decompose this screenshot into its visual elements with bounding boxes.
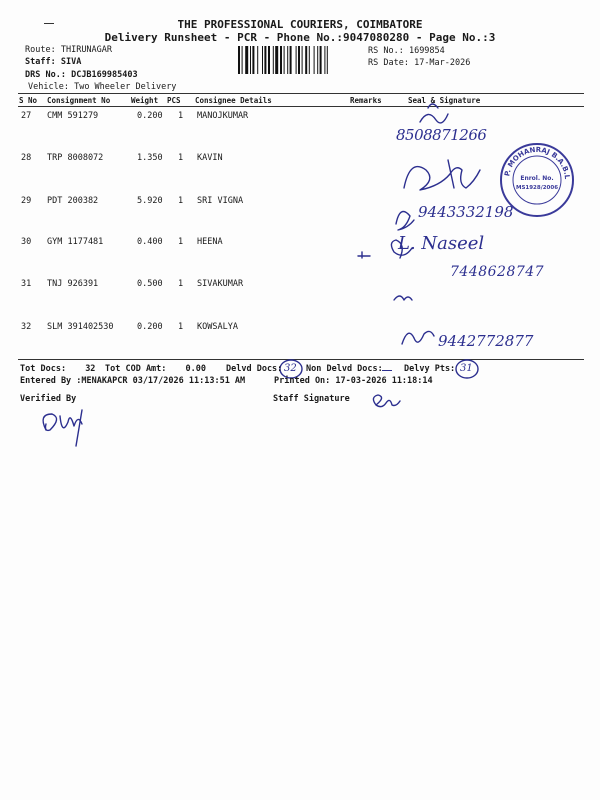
printed-on: Printed On: 17-03-2026 11:18:14 — [274, 376, 433, 386]
signature-mark — [394, 296, 412, 300]
row-pcs: 1 — [178, 322, 184, 332]
rs-no-label: RS No.: — [368, 46, 404, 56]
tot-cod — [105, 364, 206, 374]
barcode-bar — [257, 46, 258, 74]
row-pcs: 1 — [178, 196, 184, 206]
staff-value: SIVA — [60, 57, 82, 67]
staff-signature-label: Staff Signature — [273, 394, 350, 404]
handwritten-phone-3: 7448628747 — [450, 264, 545, 280]
drs-line — [25, 70, 138, 80]
col-header-weight: Weight — [131, 96, 159, 105]
row-consignee: SRI VIGNA — [197, 196, 244, 206]
row-pcs: 1 — [178, 111, 184, 121]
row-pcs: 1 — [178, 153, 184, 163]
handwritten-phone-4: 9442772877 — [438, 332, 534, 350]
non-delvd-docs-label: Non Delvd Docs: — [306, 364, 383, 374]
barcode-bar — [280, 46, 282, 74]
enrolment-seal — [497, 140, 577, 220]
tot-docs-label: Tot Docs: — [20, 364, 67, 374]
rs-date-label: RS Date: — [368, 58, 409, 68]
row-weight: 0.400 — [137, 237, 163, 247]
row-weight: 1.350 — [137, 153, 163, 163]
row-consignment: CMM 591279 — [47, 111, 99, 121]
company-name: THE PROFESSIONAL COURIERS, COIMBATORE — [177, 18, 423, 31]
barcode-bar — [302, 46, 303, 74]
drs-label: DRS No.: — [25, 70, 66, 80]
table-bottom-rule — [18, 359, 584, 360]
row-sno: 31 — [21, 279, 32, 289]
delvy-pts-label: Delvy Pts: — [404, 364, 456, 374]
vehicle-label: Vehicle: — [28, 82, 69, 92]
row-weight: 0.200 — [137, 322, 163, 332]
staff-line — [25, 57, 81, 67]
barcode-bar — [324, 46, 325, 74]
tot-docs — [20, 364, 95, 374]
barcode-bar — [264, 46, 266, 74]
row-consignment: PDT 200382 — [47, 196, 99, 206]
row-weight: 0.200 — [137, 111, 163, 121]
row-consignee: KOWSALYA — [197, 322, 238, 332]
handwritten-phone-2: 9443332198 — [418, 203, 514, 221]
row-sno: 28 — [21, 153, 32, 163]
barcode-bar — [252, 46, 254, 74]
route-value: THIRUNAGAR — [60, 45, 113, 55]
row-weight: 0.500 — [137, 279, 163, 289]
row-consignee: SIVAKUMAR — [197, 279, 244, 289]
col-header-consignee: Consignee Details — [195, 96, 272, 105]
row-sno: 30 — [21, 237, 32, 247]
rs-no-line — [368, 46, 445, 56]
row-sno: 27 — [21, 111, 32, 121]
col-header-seal: Seal & Signature — [408, 96, 481, 105]
tot-docs-value: 32 — [85, 364, 96, 374]
runsheet-title: Delivery Runsheet - PCR - Phone No.:9047080280 - Page No.:3 — [104, 31, 496, 44]
barcode-bar — [268, 46, 270, 74]
signature-mark — [358, 252, 370, 258]
col-header-remarks: Remarks — [350, 96, 382, 105]
barcode-bar — [273, 46, 274, 74]
barcode-bar — [287, 46, 288, 74]
barcode-bar — [327, 46, 328, 74]
barcode-bar — [314, 46, 315, 74]
row-consignment: TRP 8008072 — [47, 153, 104, 163]
table-top-rule — [18, 93, 584, 94]
signature-mark — [404, 167, 480, 190]
col-header-consignment: Consignment No — [47, 96, 111, 105]
delvd-docs-value: 32 — [284, 363, 297, 374]
row-consignee: MANOJKUMAR — [197, 111, 249, 121]
route-label: Route: — [25, 45, 56, 55]
staff-signature-mark — [373, 395, 400, 407]
entered-by: Entered By :MENAKAPCR 03/17/2026 11:13:51 AM — [20, 376, 246, 386]
barcode — [238, 46, 362, 74]
barcode-bar — [309, 46, 310, 74]
col-header-pcs: PCS — [167, 96, 181, 105]
staff-label: Staff: — [25, 57, 56, 67]
verified-signature-mark — [43, 410, 82, 446]
barcode-bar — [284, 46, 285, 74]
barcode-bar — [320, 46, 322, 74]
seal-name: P. MOHANRAJ B.A.B.L — [503, 145, 572, 180]
signature-mark — [402, 331, 434, 344]
drs-value: DCJB169985403 — [71, 70, 138, 80]
verified-by-label: Verified By — [20, 394, 77, 404]
row-sno: 32 — [21, 322, 32, 332]
signature-mark — [420, 114, 448, 123]
delvd-docs-label: Delvd Docs: — [226, 364, 283, 374]
barcode-bar — [290, 46, 292, 74]
barcode-bar — [298, 46, 300, 74]
vehicle-value: Two Wheeler Delivery — [74, 82, 177, 92]
row-consignment: TNJ 926391 — [47, 279, 99, 289]
handwritten-phone-1: 8508871266 — [396, 126, 487, 144]
rs-no-value: 1699854 — [408, 46, 445, 56]
seal-enrol-number: MS1928/2006 — [515, 185, 559, 191]
tot-cod-label: Tot COD Amt: — [105, 364, 167, 374]
non-delvd-dash — [382, 370, 392, 371]
tot-cod-value: 0.00 — [185, 364, 207, 374]
row-pcs: 1 — [178, 279, 184, 289]
rs-date-value: 17-Mar-2026 — [414, 58, 471, 68]
handwritten-name: L. Naseel — [398, 233, 485, 254]
barcode-bar — [262, 46, 263, 74]
barcode-bar — [250, 46, 251, 74]
barcode-bar — [245, 46, 248, 74]
barcode-bar — [296, 46, 297, 74]
row-weight: 5.920 — [137, 196, 163, 206]
barcode-bar — [317, 46, 318, 74]
table-header-rule — [18, 106, 584, 107]
row-consignee: HEENA — [197, 237, 223, 247]
signature-mark — [396, 212, 414, 231]
row-consignee: KAVIN — [197, 153, 223, 163]
route-line — [25, 45, 112, 55]
barcode-bar — [242, 46, 243, 74]
barcode-bar — [275, 46, 278, 74]
col-header-sno: S No — [19, 96, 38, 105]
rs-date-line — [368, 58, 470, 68]
seal-enrol-label: Enrol. No. — [520, 175, 554, 182]
delvy-pts-value: 31 — [460, 363, 473, 374]
signature-mark — [448, 160, 454, 188]
row-sno: 29 — [21, 196, 32, 206]
row-pcs: 1 — [178, 237, 184, 247]
barcode-bar — [238, 46, 240, 74]
row-consignment: SLM 391402530 — [47, 322, 114, 332]
vehicle-line — [28, 82, 176, 92]
barcode-bar — [305, 46, 307, 74]
row-consignment: GYM 1177481 — [47, 237, 104, 247]
